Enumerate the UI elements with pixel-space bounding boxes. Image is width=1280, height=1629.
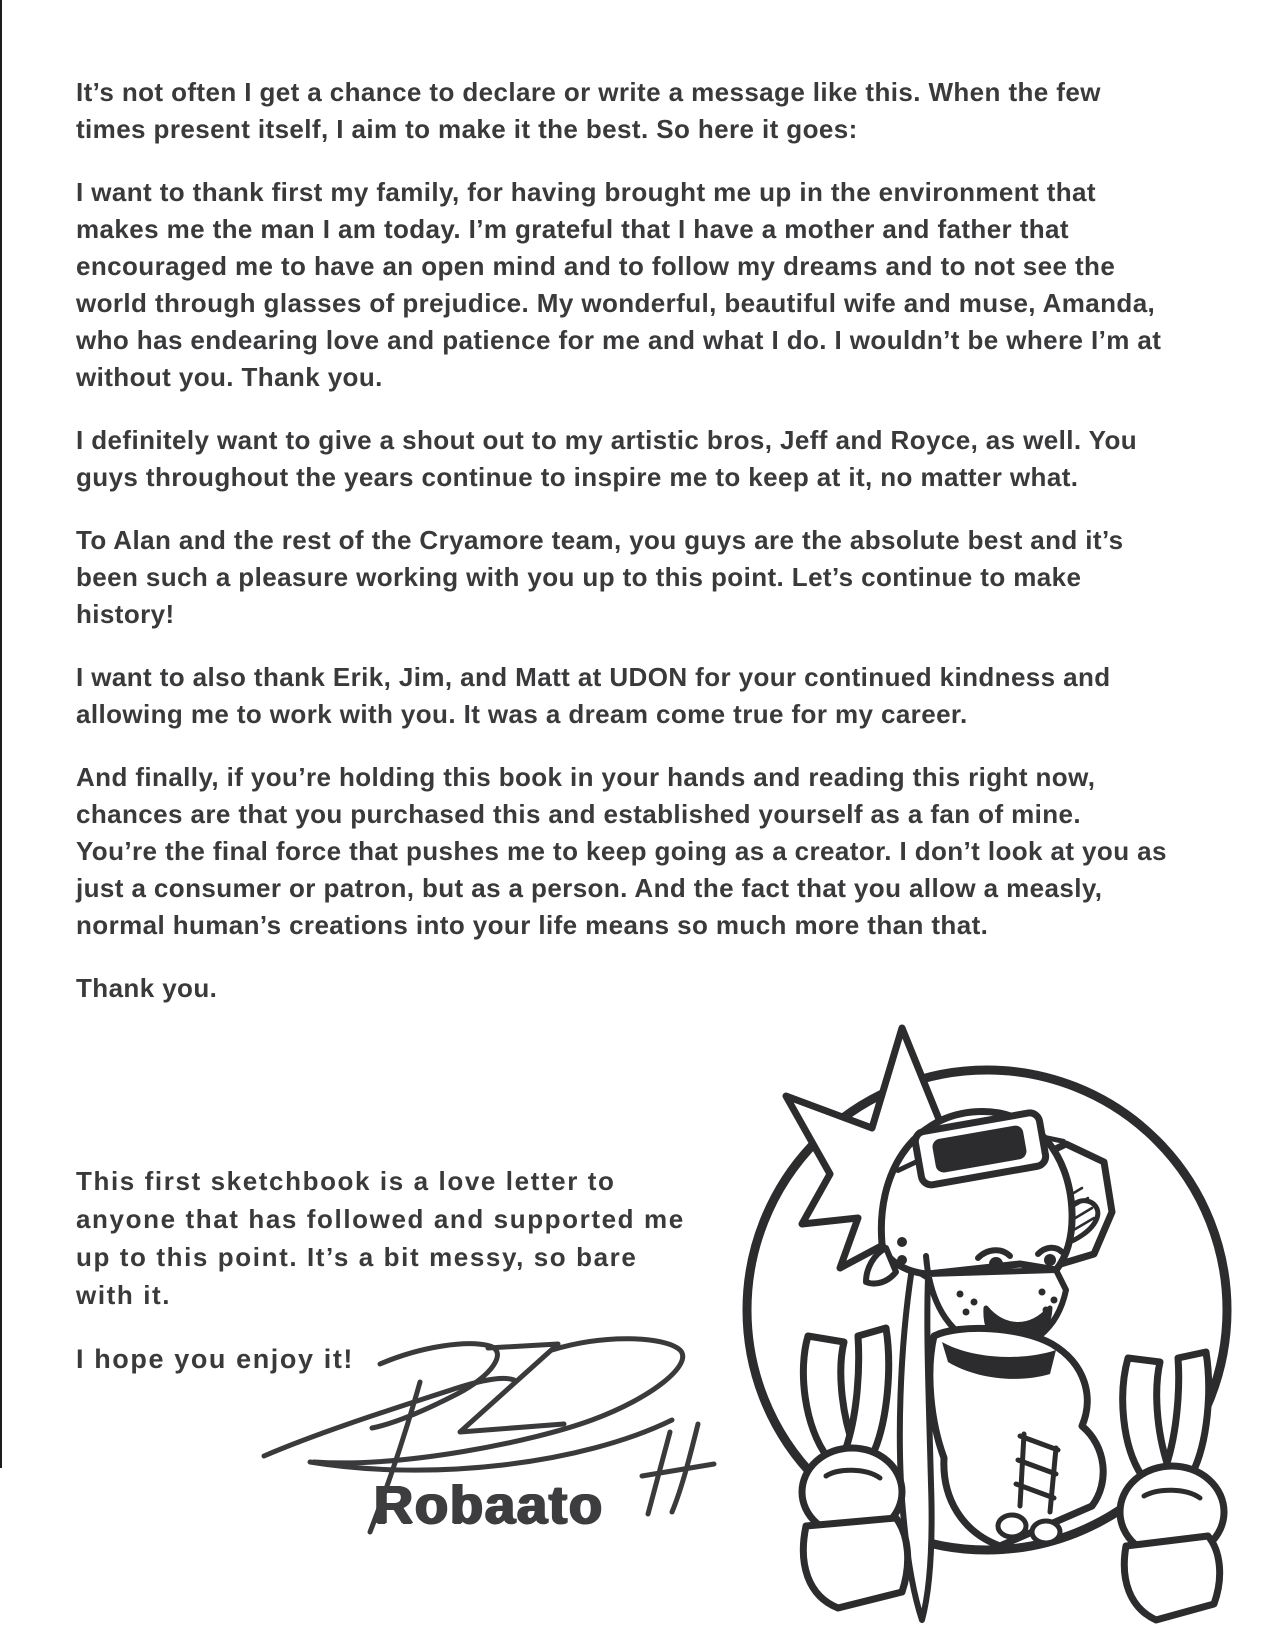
letter-paragraph: To Alan and the rest of the Cryamore team, you guys are the absolute best and it’s been such a pleasure working with you up to this point. Let’s continue to make history! [76, 525, 1124, 629]
closing-paragraph: This first sketchbook is a love letter to anyone that has followed and supported me up to this point. It’s a bit messy, so bare with it. [76, 1166, 685, 1310]
right-peace-hand-icon [1120, 1352, 1224, 1620]
torso [930, 1328, 1103, 1546]
signature-name: Robaato [374, 1475, 604, 1535]
sign-off-line: I hope you enjoy it! [76, 1344, 355, 1374]
character-illustration [690, 1006, 1280, 1629]
signature-stroke [460, 1344, 564, 1432]
letter-paragraph: Thank you. [76, 973, 218, 1003]
letter-paragraph: I want to thank first my family, for having brought me up in the environment that makes me the man I am today. I’m grateful that I have a mother and father that encouraged me to have an open mind and to follow my dreams and to not see the world through glasses of prejudice. My wonderful, beautiful wife and muse, Amanda, who has endearing love and patience for me and what I do. I wouldn’t be where I’m at without you. Thank you. [76, 177, 1162, 392]
left-peace-hand-icon [802, 1328, 908, 1608]
scan-edge-artifact [0, 0, 2, 1468]
letter-paragraph: I want to also thank Erik, Jim, and Matt at UDON for your continued kindness and allowing me to work with you. It was a dream come true for my career. [76, 662, 1111, 729]
letter-body [76, 74, 1168, 1033]
letter-paragraph: It’s not often I get a chance to declare or write a message like this. When the few times present itself, I aim to make it the best. So here it goes: [76, 77, 1101, 144]
letter-paragraph: And finally, if you’re holding this book in your hands and reading this right now, chances are that you purchased this and established yourself as a fan of mine. You’re the final force that pushes me to keep going as a creator. I don’t look at you as just a consumer or patron, but as a person. And the fact that you allow a measly, normal human’s creations into your life means so much more than that. [76, 762, 1167, 940]
letter-paragraph: I definitely want to give a shout out to my artistic bros, Jeff and Royce, as well. You guys throughout the years continue to inspire me to keep at it, no matter what. [76, 425, 1138, 492]
